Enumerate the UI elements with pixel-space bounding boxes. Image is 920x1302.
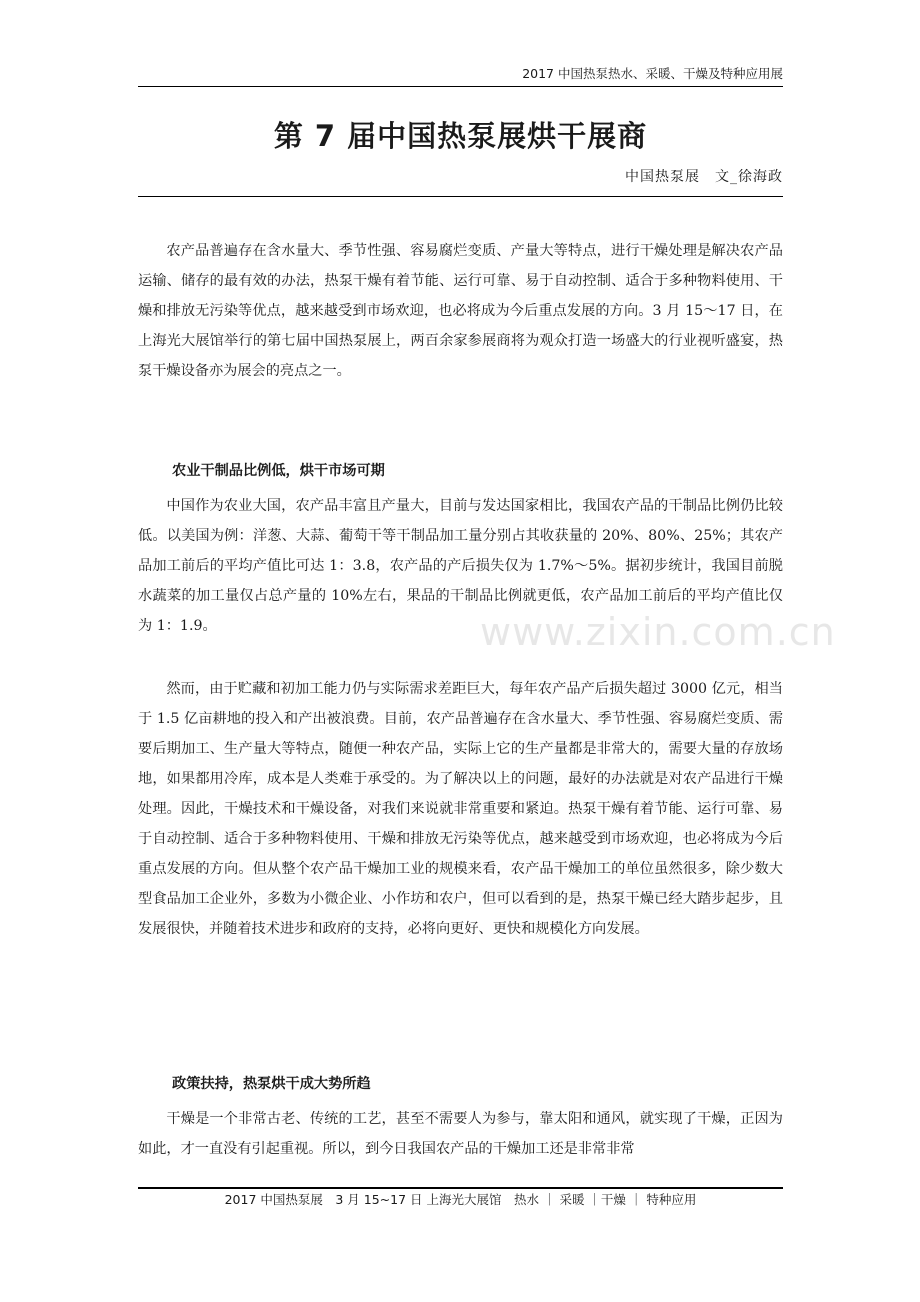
- title-rule: [138, 196, 783, 197]
- section1-paragraph-2: 然而，由于贮藏和初加工能力仍与实际需求差距巨大，每年农产品产后损失超过 3000 亿元，相当于 1.5 亿亩耕地的投入和产出被浪费。目前，农产品普遍存在含水量大、季节性强、容易腐烂变质、需要后期加工、生产量大等特点，随便一种农产品，实际上它的生产量都是非常大的，需要大量的存放场地，如果都用冷库，成本是人类难于承受的。为了解决以上的问题，最好的办法就是对农产品进行干燥处理。因此，干燥技术和干燥设备，对我们来说就非常重要和紧迫。热泵干燥有着节能、运行可靠、易于自动控制、适合于多种物料使用、干燥和排放无污染等优点，越来越受到市场欢迎，也必将成为今后重点发展的方向。但从整个农产品干燥加工业的规模来看，农产品干燥加工的单位虽然很多，除少数大型食品加工企业外，多数为小微企业、小作坊和农户，但可以看到的是，热泵干燥已经大踏步起步，且发展很快，并随着技术进步和政府的支持，必将向更好、更快和规模化方向发展。: [138, 681, 783, 937]
- running-header: 2017 中国热泵热水、采暖、干燥及特种应用展: [522, 66, 783, 81]
- page-footer: 2017 中国热泵展 3 月 15~17 日 上海光大展馆 热水 ｜ 采暖 ｜干燥 ｜ 特种应用: [224, 1192, 697, 1207]
- intro-paragraph: 农产品普遍存在含水量大、季节性强、容易腐烂变质、产量大等特点，进行干燥处理是解决农产品运输、储存的最有效的办法，热泵干燥有着节能、运行可靠、易于自动控制、适合于多种物料使用、干燥和排放无污染等优点，越来越受到市场欢迎，也必将成为今后重点发展的方向。3 月 15～17 日，在上海光大展馆举行的第七届中国热泵展上，两百余家参展商将为观众打造一场盛大的行业视听盛宴，热泵干燥设备亦为展会的亮点之一。: [138, 243, 783, 379]
- article-title: 第 7 届中国热泵展烘干展商: [273, 119, 648, 153]
- article-byline: 中国热泵展 文_徐海政: [625, 169, 783, 185]
- section2-paragraph-1: 干燥是一个非常古老、传统的工艺，甚至不需要人为参与，靠太阳和通风，就实现了干燥，正因为如此，才一直没有引起重视。所以，到今日我国农产品的干燥加工还是非常非常: [138, 1111, 783, 1157]
- section-heading-2: 政策扶持，热泵烘干成大势所趋: [172, 1076, 371, 1092]
- section1-paragraph-1: 中国作为农业大国，农产品丰富且产量大，目前与发达国家相比，我国农产品的干制品比例仍比较低。以美国为例：洋葱、大蒜、葡萄干等干制品加工量分别占其收获量的 20%、80%、25%；其农产品加工前后的平均产值比可达 1：3.8，农产品的产后损失仅为 1.7%～5%。据初步统计，我国目前脱水蔬菜的加工量仅占总产量的 10%左右，果品的干制品比例就更低，农产品加工前后的平均产值比仅为 1：1.9。: [138, 498, 783, 634]
- section-heading-1: 农业干制品比例低，烘干市场可期: [172, 463, 385, 479]
- watermark: www.zixin.com.cn: [480, 610, 836, 654]
- header-rule: [138, 86, 783, 87]
